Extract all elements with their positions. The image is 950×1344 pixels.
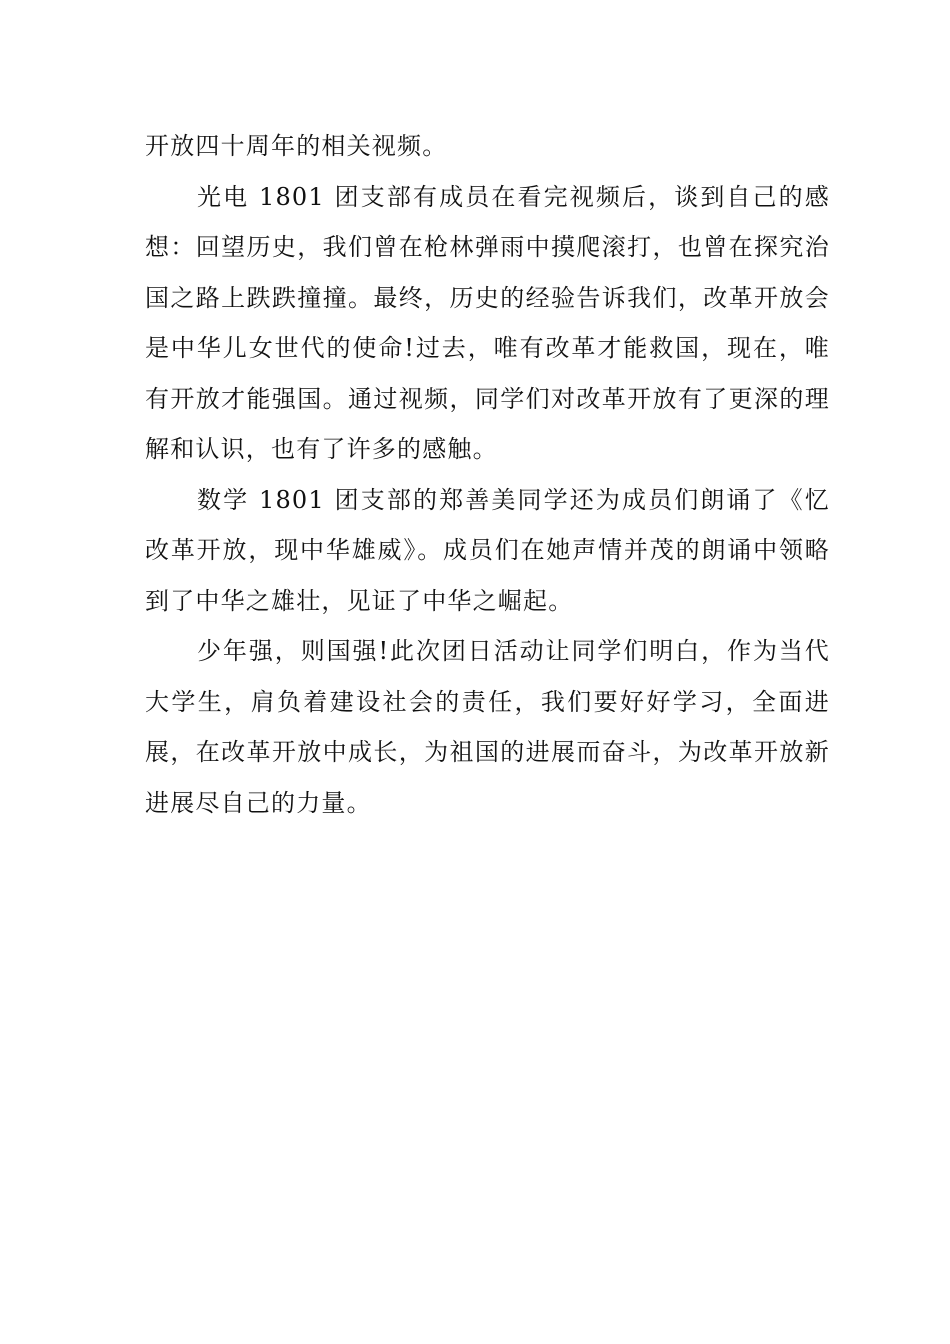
paragraph-video-reflection: 光电 1801 团支部有成员在看完视频后，谈到自己的感想：回望历史，我们曾在枪林弹雨中摸爬滚打，也曾在探究治国之路上跌跌撞撞。最终，历史的经验告诉我们，改革开放会是中华儿女世代的使命!过去，唯有改革才能救国，现在，唯有开放才能强国。通过视频，同学们对改革开放有了更深的理解和认识，也有了许多的感触。 <box>145 182 830 463</box>
document-body <box>145 121 830 828</box>
paragraph-continuation: 开放四十周年的相关视频。 <box>145 132 448 160</box>
paragraph-recitation: 数学 1801 团支部的郑善美同学还为成员们朗诵了《忆改革开放，现中华雄威》。成员们在她声情并茂的朗诵中领略到了中华之雄壮，见证了中华之崛起。 <box>145 485 830 615</box>
paragraph-conclusion: 少年强，则国强!此次团日活动让同学们明白，作为当代大学生，肩负着建设社会的责任，我们要好好学习，全面进展，在改革开放中成长，为祖国的进展而奋斗，为改革开放新进展尽自己的力量。 <box>145 637 830 817</box>
